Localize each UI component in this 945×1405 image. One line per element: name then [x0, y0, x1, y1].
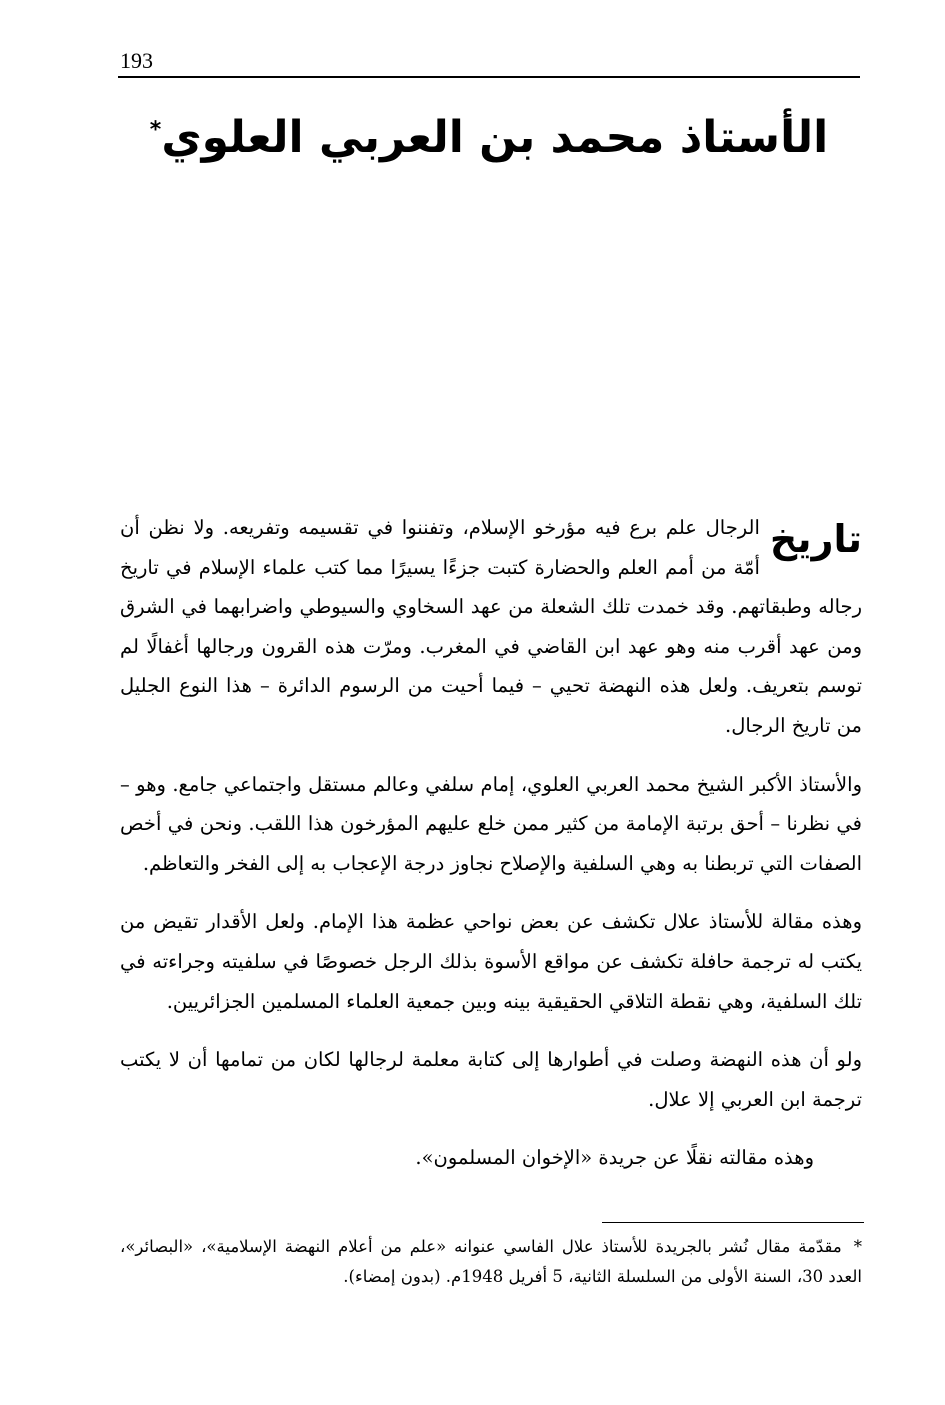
drop-word: تاريخ	[769, 517, 862, 561]
closing-line: وهذه مقالته نقلًا عن جريدة «الإخوان المسلمون».	[415, 1146, 814, 1170]
article-title	[118, 112, 860, 163]
paragraph-1	[120, 508, 862, 746]
footnote-marker: *	[853, 1237, 862, 1256]
page-number: 193	[120, 48, 153, 73]
footnote-rule	[602, 1222, 864, 1223]
paragraph-4: ولو أن هذه النهضة وصلت في أطوارها إلى كتابة معلمة لرجالها لكان من تمامها أن لا يكتب ترجمة ابن العربي إلا علال.	[120, 1048, 862, 1111]
header-rule	[118, 76, 860, 78]
paragraph-1-text: الرجال علم برع فيه مؤرخو الإسلام، وتفننوا في تقسيمه وتفريعه. ولا نظن أن أمّة من أمم العلم والحضارة كتبت جزءًا يسيرًا مما كتب علماء الإسلام في تاريخ رجاله وطبقاتهم. وقد خمدت تلك الشعلة من عهد السخاوي والسيوطي واضرابهما في الشرق ومن عهد أقرب منه وهو عهد ابن القاضي في المغرب. ومرّت هذه القرون ورجالها أغفالًا لم توسم بتعريف. ولعل هذه النهضة تحيي – فيما أحيت من الرسوم الدائرة – هذا النوع الجليل من تاريخ الرجال.	[120, 516, 862, 737]
paragraph-2: والأستاذ الأكبر الشيخ محمد العربي العلوي، إمام سلفي وعالم مستقل واجتماعي جامع. وهو – في نظرنا – أحق برتبة الإمامة من كثير ممن خلع عليهم المؤرخون هذا اللقب. ونحن في أخص الصفات التي تربطنا به وهي السلفية والإصلاح نجاوز درجة الإعجاب به إلى الفخر والتعاظم.	[120, 772, 862, 875]
paragraph-3: وهذه مقالة للأستاذ علال تكشف عن بعض نواحي عظمة هذا الإمام. ولعل الأقدار تقيض من يكتب له ترجمة حافلة تكشف عن مواقع الأسوة بذلك الرجل خصوصًا في سلفيته وجراءته في تلك السلفية، وهي نقطة التلاقي الحقيقية بينه وبين جمعية العلماء المسلمين الجزائريين.	[120, 910, 862, 1013]
article-title-text: الأستاذ محمد بن العربي العلوي	[161, 112, 829, 163]
footnote-text: مقدّمة مقال نُشر بالجريدة للأستاذ علال الفاسي عنوانه «علم من أعلام النهضة الإسلامية»، «البصائر»، العدد 30، السنة الأولى من السلسلة الثانية، 5 أفريل 1948م. (بدون إمضاء).	[120, 1237, 862, 1286]
article-body	[120, 508, 862, 1197]
title-footnote-marker: *	[149, 117, 162, 143]
footnote	[120, 1232, 862, 1292]
